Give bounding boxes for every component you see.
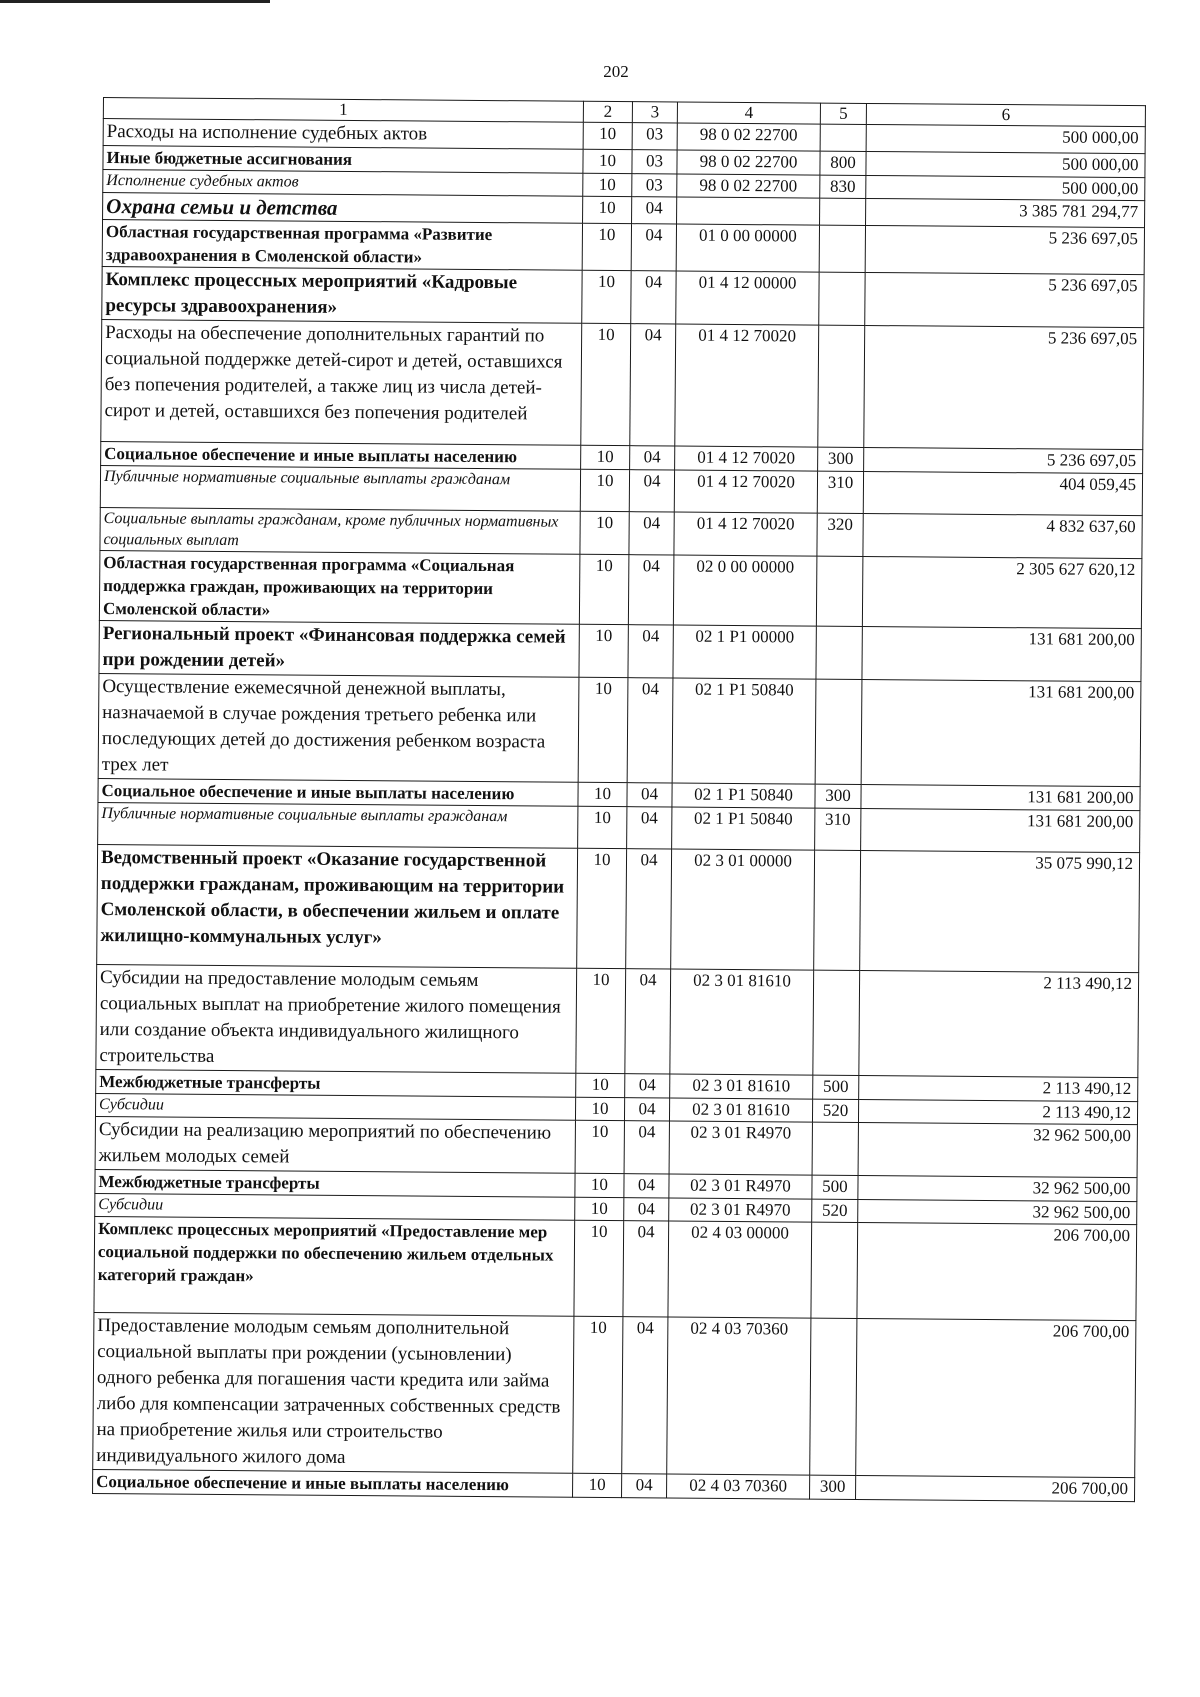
- column-header: 3: [632, 102, 677, 123]
- target-article-code: [677, 197, 820, 225]
- expense-type-code: 520: [812, 1099, 858, 1122]
- expense-type-code: 310: [815, 808, 861, 850]
- table-row: [99, 550, 1142, 628]
- expense-type-code: 320: [817, 513, 863, 556]
- expense-type-code: 500: [812, 1175, 858, 1199]
- subsection-code: 04: [625, 969, 671, 1074]
- expense-type-code: [815, 679, 862, 784]
- section-code: 10: [582, 270, 631, 323]
- amount: 3 385 781 294,77: [866, 198, 1145, 227]
- table-row: [98, 673, 1141, 786]
- section-code: 10: [583, 149, 632, 173]
- section-code: 10: [573, 1316, 623, 1473]
- row-name: Субсидии на предоставление молодым семьям социальных выплат на приобретение жилого помещения или создание объекта индивидуального жилищного строительства: [96, 964, 577, 1073]
- row-name: Социальное обеспечение и иные выплаты населению: [98, 778, 578, 806]
- target-article-code: 02 1 P1 00000: [673, 625, 816, 679]
- amount: 5 236 697,05: [864, 447, 1143, 473]
- amount: 4 832 637,60: [863, 513, 1142, 558]
- amount: 5 236 697,05: [865, 272, 1144, 327]
- section-code: 10: [575, 1173, 624, 1197]
- amount: 206 700,00: [856, 1475, 1135, 1501]
- section-code: 10: [581, 445, 630, 469]
- amount: 32 962 500,00: [858, 1175, 1137, 1201]
- section-code: 10: [577, 848, 627, 968]
- amount: 2 113 490,12: [859, 1075, 1138, 1101]
- expense-type-code: [813, 970, 860, 1075]
- subsection-code: 04: [629, 470, 674, 512]
- expense-type-code: 300: [810, 1475, 856, 1499]
- row-name: Осуществление ежемесячной денежной выплаты, назначаемой в случае рождения третьего ребенка или последующих детей до достижения ребенком возраста трех лет: [98, 673, 579, 782]
- row-name: Ведомственный проект «Оказание государственной поддержки гражданам, проживающим на территории Смоленской области, в обеспечении жильем и оплате жилищно-коммунальных услуг»: [97, 844, 578, 968]
- amount: 404 059,45: [863, 471, 1142, 515]
- expense-type-code: 830: [820, 175, 866, 198]
- table-row: [102, 220, 1144, 275]
- table-row: [99, 620, 1141, 681]
- budget-table: [92, 97, 1146, 1502]
- target-article-code: 01 4 12 70020: [674, 512, 817, 556]
- subsection-code: 04: [623, 1221, 669, 1317]
- target-article-code: 02 4 03 70360: [667, 1474, 810, 1499]
- table-row: [93, 1312, 1136, 1477]
- expense-type-code: [814, 850, 861, 970]
- target-article-code: 02 3 01 81610: [670, 969, 814, 1075]
- subsection-code: 04: [631, 271, 676, 324]
- section-code: 10: [583, 173, 632, 196]
- expense-type-code: [816, 626, 862, 679]
- subsection-code: 04: [624, 1174, 669, 1198]
- page-number: 202: [603, 62, 629, 81]
- subsection-code: 04: [627, 678, 673, 783]
- column-header: 6: [866, 103, 1145, 126]
- amount: 5 236 697,05: [864, 325, 1144, 449]
- section-code: 10: [574, 1220, 624, 1316]
- target-article-code: 02 3 01 81610: [670, 1074, 813, 1099]
- section-code: 10: [579, 554, 629, 624]
- row-name: Субсидии: [95, 1093, 575, 1120]
- expense-type-code: 300: [818, 447, 864, 471]
- expense-type-code: [816, 556, 863, 626]
- section-code: 10: [579, 624, 628, 677]
- amount: 206 700,00: [856, 1318, 1136, 1477]
- row-name: Охрана семьи и детства: [103, 193, 583, 224]
- amount: 32 962 500,00: [858, 1199, 1137, 1224]
- target-article-code: 02 0 00 00000: [673, 555, 817, 626]
- subsection-code: 04: [624, 1198, 669, 1221]
- subsection-code: 04: [627, 807, 672, 849]
- target-article-code: 02 3 01 R4970: [669, 1174, 812, 1199]
- section-code: 10: [583, 122, 632, 149]
- section-code: 10: [575, 1197, 624, 1220]
- row-name: Публичные нормативные социальные выплаты гражданам: [100, 465, 580, 511]
- amount: 131 681 200,00: [861, 808, 1140, 852]
- budget-table-body: [93, 98, 1146, 1502]
- table-row: [102, 266, 1144, 327]
- amount: 2 113 490,12: [859, 970, 1139, 1077]
- section-code: 10: [582, 223, 631, 270]
- subsection-code: 04: [629, 512, 674, 555]
- subsection-code: 04: [627, 783, 672, 807]
- subsection-code: 04: [622, 1317, 668, 1474]
- section-code: 10: [575, 1120, 624, 1173]
- column-header: 2: [583, 101, 632, 122]
- section-code: 10: [580, 511, 629, 554]
- subsection-code: 03: [632, 174, 677, 197]
- top-edge-line: [0, 0, 270, 3]
- section-code: 10: [581, 323, 631, 445]
- section-code: 10: [578, 782, 627, 806]
- target-article-code: 02 3 01 00000: [671, 849, 815, 970]
- expense-type-code: [812, 1122, 858, 1175]
- target-article-code: 01 4 12 70020: [674, 470, 817, 513]
- expense-type-code: [819, 225, 865, 272]
- target-article-code: 02 4 03 70360: [667, 1317, 811, 1475]
- table-row: [95, 1116, 1137, 1177]
- target-article-code: 98 0 02 22700: [677, 150, 820, 175]
- expense-type-code: 800: [820, 151, 866, 175]
- target-article-code: 02 1 P1 50840: [672, 783, 815, 808]
- row-name: Предоставление молодым семьям дополнительной социальной выплаты при рождении (усыновлении) одного ребенка для погашения части кредита или займа либо для компенсации затраченных собственных средств на приобретение жилья или строительство индивидуального жилого дома: [93, 1312, 574, 1473]
- expense-type-code: [810, 1318, 857, 1475]
- target-article-code: 98 0 02 22700: [677, 123, 820, 151]
- expense-type-code: [820, 198, 866, 225]
- subsection-code: 04: [630, 324, 676, 446]
- subsection-code: 04: [626, 849, 672, 969]
- amount: 500 000,00: [866, 175, 1145, 200]
- row-name: Социальное обеспечение и иные выплаты населению: [101, 441, 581, 469]
- row-name: Публичные нормативные социальные выплаты гражданам: [98, 802, 578, 848]
- expense-type-code: [818, 325, 865, 447]
- subsection-code: 04: [624, 1121, 669, 1174]
- section-code: 10: [573, 1473, 622, 1497]
- row-name: Субсидии на реализацию мероприятий по обеспечению жильем молодых семей: [95, 1116, 575, 1173]
- table-row: [101, 319, 1144, 449]
- target-article-code: 02 1 P1 50840: [672, 807, 815, 850]
- amount: 32 962 500,00: [858, 1122, 1137, 1177]
- section-code: 10: [576, 1073, 625, 1097]
- expense-type-code: [820, 124, 866, 151]
- target-article-code: 02 3 01 81610: [669, 1098, 812, 1122]
- amount: 131 681 200,00: [862, 626, 1141, 681]
- row-name: Межбюджетные трансферты: [96, 1069, 576, 1097]
- row-name: Исполнение судебных актов: [103, 170, 583, 197]
- row-name: Региональный проект «Финансовая поддержка семей при рождении детей»: [99, 620, 579, 677]
- subsection-code: 04: [628, 555, 674, 625]
- expense-type-code: 300: [815, 784, 861, 808]
- subsection-code: 04: [631, 224, 676, 271]
- subsection-code: 04: [632, 197, 677, 224]
- row-name: Областная государственная программа «Развитие здравоохранения в Смоленской области»: [102, 220, 582, 271]
- column-header: 1: [103, 98, 583, 123]
- target-article-code: 01 4 12 70020: [675, 446, 818, 471]
- table-row: [94, 1216, 1137, 1320]
- row-name: Расходы на обеспечение дополнительных гарантий по социальной поддержке детей-сирот и детей, оставшихся без попечения родителей, а также лиц из числа детей-сирот и детей, оставшихся без попечения родителей: [101, 319, 582, 445]
- row-name: Субсидии: [95, 1193, 575, 1220]
- row-name: Социальные выплаты гражданам, кроме публичных нормативных социальных выплат: [100, 507, 580, 554]
- amount: 131 681 200,00: [861, 784, 1140, 810]
- target-article-code: 01 4 12 00000: [676, 271, 819, 325]
- subsection-code: 03: [632, 123, 677, 150]
- row-name: Областная государственная программа «Социальная поддержка граждан, проживающих на территории Смоленской области»: [99, 550, 580, 624]
- row-name: Социальное обеспечение и иные выплаты населению: [93, 1469, 573, 1497]
- amount: 5 236 697,05: [865, 225, 1144, 274]
- amount: 131 681 200,00: [861, 679, 1141, 786]
- subsection-code: 03: [632, 150, 677, 174]
- subsection-code: 04: [622, 1474, 667, 1498]
- section-code: 10: [576, 968, 626, 1073]
- table-row: [96, 964, 1139, 1077]
- target-article-code: 01 0 00 00000: [676, 224, 819, 272]
- row-name: Расходы на исполнение судебных актов: [103, 119, 583, 150]
- amount: 35 075 990,12: [860, 850, 1140, 972]
- target-article-code: 02 3 01 R4970: [669, 1198, 812, 1222]
- subsection-code: 04: [630, 446, 675, 470]
- expense-type-code: [811, 1222, 858, 1318]
- column-header: 5: [820, 103, 866, 124]
- amount: 500 000,00: [866, 124, 1145, 153]
- section-code: 10: [580, 469, 629, 511]
- section-code: 10: [575, 1097, 624, 1120]
- expense-type-code: 310: [817, 471, 863, 513]
- section-code: 10: [583, 196, 632, 223]
- column-header: 4: [677, 102, 820, 124]
- section-code: 10: [578, 677, 628, 782]
- subsection-code: 04: [628, 625, 673, 678]
- amount: 500 000,00: [866, 151, 1145, 177]
- target-article-code: 02 3 01 R4970: [669, 1121, 812, 1175]
- target-article-code: 02 1 P1 50840: [672, 678, 816, 784]
- table-row: [97, 844, 1140, 972]
- amount: 2 305 627 620,12: [862, 556, 1142, 628]
- target-article-code: 02 4 03 00000: [668, 1221, 812, 1318]
- target-article-code: 98 0 02 22700: [677, 174, 820, 198]
- subsection-code: 04: [624, 1098, 669, 1121]
- expense-type-code: 500: [813, 1075, 859, 1099]
- row-name: Иные бюджетные ассигнования: [103, 146, 583, 174]
- row-name: Межбюджетные трансферты: [95, 1169, 575, 1197]
- row-name: Комплекс процессных мероприятий «Кадровые ресурсы здравоохранения»: [102, 266, 582, 323]
- target-article-code: 01 4 12 70020: [675, 324, 819, 447]
- subsection-code: 04: [625, 1074, 670, 1098]
- amount: 206 700,00: [857, 1222, 1137, 1320]
- row-name: Комплекс процессных мероприятий «Предоставление мер социальной поддержки по обеспечению жильем отдельных категорий граждан»: [94, 1216, 575, 1316]
- amount: 2 113 490,12: [858, 1099, 1137, 1124]
- expense-type-code: [819, 272, 865, 325]
- expense-type-code: 520: [812, 1199, 858, 1222]
- section-code: 10: [578, 806, 627, 848]
